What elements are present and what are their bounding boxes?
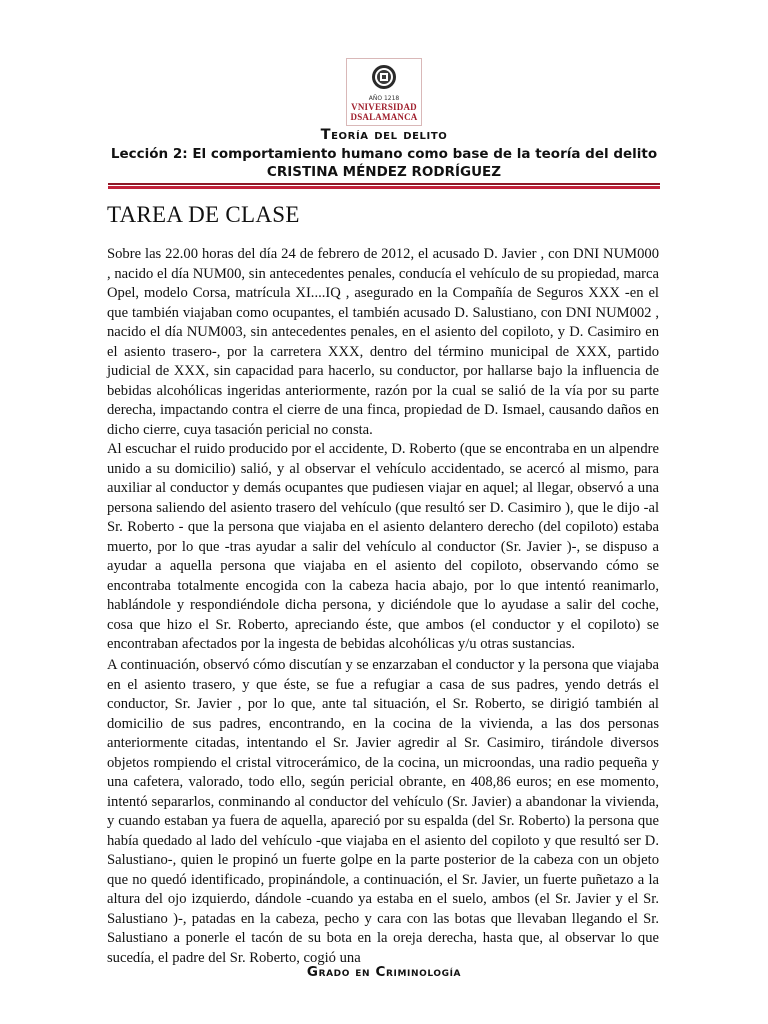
lesson-subtitle: Lección 2: El comportamiento humano como base de la teoría del delito (110, 146, 658, 162)
paragraph-3: A continuación, observó cómo discutían y se enzarzaban el conductor y la persona que viajaba en el asiento trasero, y que éste, se fue a refugiar a casa de sus padres, yendo detrás el conductor, Sr. Javier , por lo que, ante tal situación, el Sr. Roberto, se dirigió también al domicilio de sus padres, encontrando, en la cocina de la vivienda, a las dos personas anteriormente citadas, intentando el Sr. Javier agredir al Sr. Casimiro, tirándole diversos objetos rompiendo el cristal vitrocerámico, de la cocina, un microondas, una radio pequeña y una cafetera, valorado, todo ello, según pericial obrante, en 408,86 euros; en ese momento, intentó separarlos, conminando al conductor del vehículo (Sr. Javier) a abandonar la vivienda, y cuando estaban ya fuera de aquella, apareció por su espalda (del Sr. Roberto) la persona que había quedado al lado del vehículo -que viajaba en el asiento del copiloto y que resultó ser D. Salustiano-, quien le propinó un fuerte golpe en la parte posterior de la cabeza con un objeto que no quedó identificado, propinándole, a continuación, el Sr. Javier, un fuerte puñetazo a la altura del ojo izquierdo, dándole -cuando ya estaba en el suelo, ambos (el Sr. Javier y el Sr. Salustiano )-, patadas en la cabeza, pecho y cara con las botas que llevaban llegando el Sr. Salustiano a ponerle el tacón de su bota en la oreja derecha, hasta que, al observar lo que sucedía, el padre del Sr. Roberto, cogió una (107, 657, 659, 966)
course-title: Teoría del delito (320, 127, 448, 143)
document-heading: TAREA DE CLASE (107, 202, 300, 227)
university-name-line2: DSALAMANCA (350, 112, 418, 122)
university-name-line1: VNIVERSIDAD (351, 102, 417, 112)
author-name: CRISTINA MÉNDEZ RODRÍGUEZ (266, 164, 502, 180)
page-footer: Grado en Criminología (306, 964, 462, 980)
seal-year: AÑO 1218 (368, 95, 400, 102)
paragraph-1: Sobre las 22.00 horas del día 24 de febrero de 2012, el acusado D. Javier , con DNI NUM000 , nacido el día NUM00, sin antecedentes penales, conducía el vehículo de su propiedad, marca Opel, modelo Corsa, matrícula XI....IQ , asegurado en la Compañía de Seguros XXX -en el que también viajaban como ocupantes, el también acusado D. Salustiano, con DNI NUM002 , nacido el día NUM003, sin antecedentes penales, en el asiento del copiloto, y D. Casimiro en el asiento trasero-, por la carretera XXX, dentro del término municipal de XXX, partido judicial de XXX, sin capacidad para hacerlo, su conductor, por hallarse bajo la influencia de bebidas alcohólicas ingeridas anteriormente, razón por la cual se salió de la vía por su parte derecha, impactando contra el cierre de una finca, propiedad de D. Ismael, causando daños en dicho cierre, cuya tasación pericial no consta. (107, 246, 659, 438)
paragraph-2: Al escuchar el ruido producido por el accidente, D. Roberto (que se encontraba en un alpendre unido a su domicilio) salió, y al observar el vehículo accidentado, se acercó al mismo, para auxiliar al conductor y demás ocupantes que pudiesen viajar en aquel; al llegar, observó a una persona saliendo del asiento trasero del vehículo (que resultó ser D. Casimiro ), que le dijo -al Sr. Roberto - que la persona que viajaba en el asiento delantero derecho (del copiloto) estaba muerto, por lo que -tras ayudar a salir del vehículo al conductor (Sr. Javier )-, se dispuso a ayudar a aquella persona que viajaba en el asiento del copiloto, observando cómo se encontraba totalmente encogida con la cabeza hacia abajo, por lo que intentó reanimarlo, hablándole y respondiéndole dicha persona, y diciéndole que lo ayudase a salir del coche, cosa que hizo el Sr. Roberto, apreciando éste, que ambos (el conductor y el copiloto) se encontraban afectados por la ingesta de bebidas alcohólicas y/u otras sustancias. (107, 441, 659, 652)
university-logo (346, 58, 422, 126)
header-divider-thick (108, 186, 660, 189)
header-divider-thin (108, 183, 660, 185)
university-seal-icon (371, 64, 397, 90)
